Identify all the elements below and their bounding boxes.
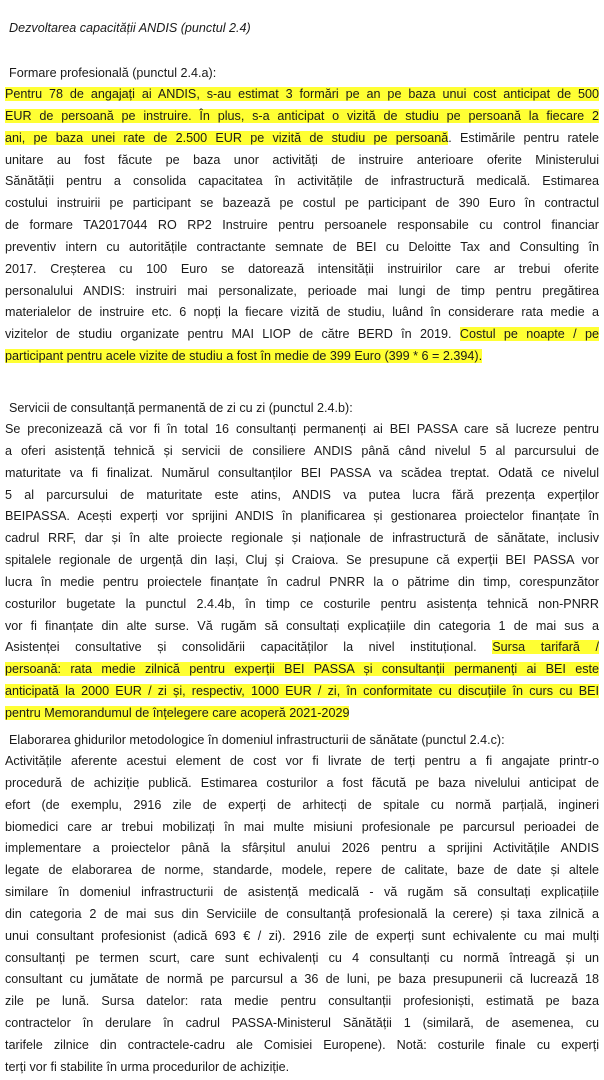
paragraph-line [5, 528, 599, 548]
paragraph-line [5, 215, 599, 235]
paragraph-line [5, 463, 599, 483]
paragraph-line [5, 237, 599, 257]
text-span: Activitățile aferente acestui element de cost vor fi livrate de terți pentru a fi angajate printr-o [5, 754, 599, 768]
section-heading: Elaborarea ghidurilor metodologice în domeniul infrastructurii de sănătate (punctul 2.4.c): [9, 733, 505, 747]
paragraph-line [5, 1035, 599, 1055]
paragraph-line [5, 128, 599, 148]
text-span: zile pe lună. Sursa datelor: rata medie pentru consultanții profesioniști, estimată pe baza [5, 994, 599, 1009]
paragraph-line [5, 838, 599, 858]
highlighted-text: ani, pe baza unei rate de 2.500 EUR pe vizită de studiu pe persoană [5, 130, 449, 145]
text-span: consultanți pe termen scurt, care sunt echivalenți cu 4 consultanți cu normă întreagă și un [5, 950, 599, 965]
paragraph-line [5, 659, 599, 679]
paragraph-line [5, 637, 599, 657]
paragraph-line [5, 84, 599, 104]
paragraph-line [5, 346, 599, 366]
text-span: terți vor fi stabilite în urma procedurilor de achiziție. [5, 1059, 290, 1074]
highlighted-text: Pentru 78 de angajați ai ANDIS, s-au estimat 3 formări pe an pe baza unui cost anticipat de 500 [5, 87, 599, 101]
text-span: preventiv intern cu autoritățile contractante semnate de BEI cu Deloitte Tax and Consulting în [5, 239, 599, 254]
paragraph-line [5, 485, 599, 505]
highlighted-text: Sursa tarifară / [492, 640, 599, 655]
text-span: efort (de exemplu, 2916 zile de experți de arhitecți de spitale cu normă parțială, ingineri [5, 797, 599, 812]
paragraph-line [5, 1057, 599, 1077]
paragraph-line [5, 171, 599, 191]
text-span: vizitelor de studiu organizate pentru MAI LIOP de către BERD în 2019. [5, 327, 460, 342]
paragraph-line [5, 594, 599, 614]
highlighted-text: anticipată la 2000 EUR / zi și, respectiv, 1000 EUR / zi, în conformitate cu discuțiile în curs cu BEI [5, 684, 599, 698]
text-span: spitalele regionale de urgență din Iași, Cluj și Craiova. Se presupune că experții BEI PASSA vor [5, 553, 599, 567]
text-span: costurilor bugetate la punctul 2.4.4b, în timp ce costurile pentru asistența tehnică non-PNRR [5, 596, 599, 611]
paragraph-line [5, 441, 599, 461]
text-span: cadrul RRF, dar și în alte proiecte regionale și naționale de infrastructură de sănătate, inclusiv [5, 531, 599, 546]
paragraph-line [5, 969, 599, 989]
paragraph-line [5, 795, 599, 815]
text-span: biomedici care ar trebui mobilizați în mai multe misiuni profesionale pe parcursul perioadei de [5, 819, 599, 834]
highlighted-text: persoană: rata medie zilnică pentru experții BEI PASSA și consultanții permanenți ai BEI este [5, 662, 599, 677]
text-span: costului instruirii pe participant se bazează pe costul pe participant de 390 Euro în contractul [5, 196, 599, 211]
paragraph-line [5, 324, 599, 344]
paragraph-line [5, 751, 599, 771]
paragraph-line [5, 991, 599, 1011]
paragraph-line [5, 550, 599, 570]
text-span: 5 al parcursului de maturitate este atins, ANDIS va putea lucra fără prezența experților [5, 487, 599, 502]
text-span: unitare au fost făcute pe baza unor activități de instruire anterioare oferite Ministerului [5, 152, 599, 167]
highlighted-text: EUR de persoană pe instruire. În plus, s-a anticipat o vizită de studiu pe persoană la fiecare 2 [5, 108, 599, 123]
paragraph-line [5, 703, 599, 723]
paragraph-line [5, 506, 599, 526]
paragraph-line [5, 904, 599, 924]
text-span: de formare TA2017044 RO RP2 Instruire pentru persoanele responsabile cu control financiar [5, 218, 599, 232]
text-span: . Estimările pentru ratele [448, 130, 599, 145]
paragraph-line [5, 106, 599, 126]
paragraph-line [5, 1013, 599, 1033]
paragraph-line [5, 193, 599, 213]
text-span: Se preconizează că vor fi în total 16 consultanți permanenți ai BEI PASSA care să lucreze pentru [5, 422, 599, 436]
document-title: Dezvoltarea capacității ANDIS (punctul 2.4) [9, 21, 251, 35]
paragraph-line [5, 259, 599, 279]
text-span: lucra în medie pentru proiectele finanțate în cadrul PNRR la o pătrime din timp, corespunzător [5, 574, 599, 589]
paragraph-line [5, 616, 599, 636]
text-span: materialelor de instruire etc. 6 nopți la fiecare vizită de studiu, luând în considerare rata medie a [5, 305, 599, 320]
paragraph-line [5, 948, 599, 968]
paragraph-line [5, 681, 599, 701]
text-span: a oferi asistență tehnică și servicii de consiliere ANDIS până când nivelul 5 al parcursului de [5, 443, 599, 458]
paragraph-line [5, 882, 599, 902]
text-span: 2017. Creșterea cu 100 Euro se datorează intensității instruirilor care ar trebui oferite [5, 261, 599, 276]
text-span: tarifele zilnice din contractele-cadru ale Comisiei Europene). Notă: costurile finale cu experți [5, 1037, 599, 1052]
text-span: consultant cu jumătate de normă pe parcursul a 36 de luni, pe baza presupunerii că lucrează 18 [5, 972, 599, 987]
paragraph-line [5, 281, 599, 301]
section-heading: Servicii de consultanță permanentă de zi cu zi (punctul 2.4.b): [9, 401, 353, 415]
text-span: unui consultant profesionist (adică 693 € / zi). 2916 zile de experți sunt echivalente cu mai mulți [5, 928, 599, 943]
paragraph-line [5, 773, 599, 793]
text-span: vor fi finanțate din alte surse. Vă rugăm să consultați explicațiile din categoria 1 de mai sus a [5, 618, 599, 633]
paragraph-line [5, 419, 599, 439]
text-span: personalului ANDIS: instruiri mai personalizate, perioade mai lungi de timp pentru pregătirea [5, 283, 599, 298]
text-span: legate de elaborarea de norme, standarde, modele, repere de calitate, baze de date și altele [5, 863, 599, 878]
paragraph-line [5, 860, 599, 880]
text-span: BEIPASSA. Acești experți vor sprijini ANDIS în planificarea și gestionarea proiectelor finanțate în [5, 509, 599, 524]
highlighted-text: participant pentru acele vizite de studiu a fost în medie de 399 Euro (399 * 6 = 2.394). [5, 349, 483, 363]
paragraph-line [5, 302, 599, 322]
paragraph-line [5, 926, 599, 946]
text-span: Asistenței consultative și consolidării capacităților la nivel instituțional. [5, 640, 493, 655]
text-span: din categoria 2 de mai sus din Serviciile de consultanță profesională la cerere) și taxa zilnică a [5, 906, 599, 921]
text-span: contractelor în derulare în cadrul PASSA-Ministerul Sănătății 1 (similară, de asemenea, cu [5, 1016, 599, 1030]
text-span: implementare a proiectelor până la sfârșitul anului 2026 pentru a sprijini Activitățile ANDIS [5, 841, 599, 856]
text-span: Sănătății pentru a consolida capacitatea în activitățile de infrastructură medicală. Estimarea [5, 174, 599, 189]
paragraph-line [5, 150, 599, 170]
text-span: procedură de achiziție publică. Estimarea costurilor a fost făcută pe baza nivelului anticipat de [5, 775, 599, 790]
highlighted-text: Costul pe noapte / pe [459, 327, 599, 342]
section-heading: Formare profesională (punctul 2.4.a): [9, 66, 217, 80]
text-span: similare în domeniul infrastructurii de asistență medicală - vă rugăm să consultați explicațiile [5, 885, 599, 899]
paragraph-line [5, 572, 599, 592]
highlighted-text: pentru Memorandumul de înțelegere care acoperă 2021-2029 [5, 705, 350, 720]
text-span: maturitate va fi finalizat. Numărul consultanților BEI PASSA va scădea treptat. Odată ce nivelul [5, 465, 599, 480]
paragraph-line [5, 817, 599, 837]
